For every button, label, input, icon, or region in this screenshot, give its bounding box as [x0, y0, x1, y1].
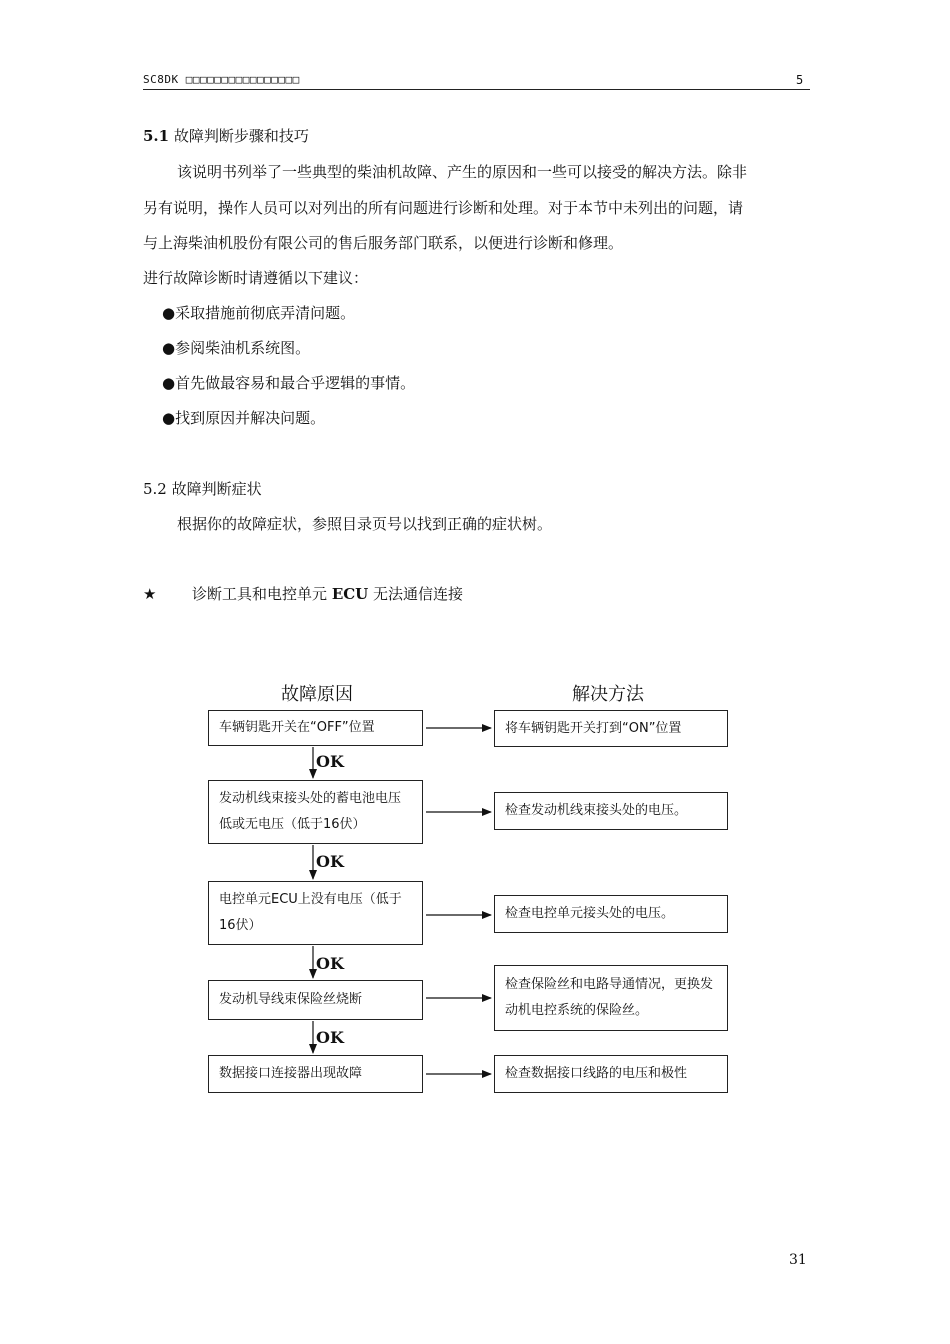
cause-box: 发动机线束接头处的蓄电池电压低或无电压（低于16伏）: [208, 780, 423, 844]
symptom-heading-post: 无法通信连接: [373, 585, 464, 603]
section-5-1-number: 5.1: [143, 127, 170, 145]
section-5-2-heading: 5.2 故障判断症状: [143, 480, 262, 498]
solution-box: 检查发动机线束接头处的电压。: [494, 792, 728, 830]
cause-box: 发动机导线束保险丝烧断: [208, 980, 423, 1020]
solution-column-title: 解决方法: [572, 684, 644, 705]
star-icon: ★: [143, 585, 157, 603]
section-5-2-paragraph: 根据你的故障症状，参照目录页号以找到正确的症状树。: [177, 515, 553, 533]
cause-box: 电控单元ECU上没有电压（低于16伏）: [208, 881, 423, 945]
bullet-item: ●参阅柴油机系统图。: [162, 339, 311, 357]
running-header-title: SC8DK □□□□□□□□□□□□□□□□: [143, 73, 300, 86]
cause-box: 车辆钥匙开关在“OFF”位置: [208, 710, 423, 746]
ok-label: OK: [316, 752, 344, 771]
symptom-heading-ecu: ECU: [331, 585, 369, 603]
page-number: 31: [789, 1252, 807, 1268]
bullet-item: ●首先做最容易和最合乎逻辑的事情。: [162, 374, 416, 392]
running-header-chapter: 5: [796, 73, 804, 87]
symptom-heading-pre: 诊断工具和电控单元: [192, 585, 328, 603]
paragraph-line: 该说明书列举了一些典型的柴油机故障、产生的原因和一些可以接受的解决方法。除非: [177, 163, 748, 181]
solution-box: 检查保险丝和电路导通情况，更换发动机电控系统的保险丝。: [494, 965, 728, 1031]
ok-label: OK: [316, 1028, 344, 1047]
intro-line: 进行故障诊断时请遵循以下建议：: [143, 269, 369, 287]
cause-column-title: 故障原因: [281, 684, 353, 705]
bullet-item: ●找到原因并解决问题。: [162, 409, 326, 427]
bullet-item: ●采取措施前彻底弄清问题。: [162, 304, 356, 322]
cause-box: 数据接口连接器出现故障: [208, 1055, 423, 1093]
ok-label: OK: [316, 954, 344, 973]
ok-label: OK: [316, 852, 344, 871]
paragraph-line: 另有说明，操作人员可以对列出的所有问题进行诊断和处理。对于本节中未列出的问题，请: [143, 199, 744, 217]
paragraph-line: 与上海柴油机股份有限公司的售后服务部门联系，以便进行诊断和修理。: [143, 234, 624, 252]
section-5-1-title: 故障判断步骤和技巧: [173, 127, 309, 145]
solution-box: 检查电控单元接头处的电压。: [494, 895, 728, 933]
solution-box: 将车辆钥匙开关打到“ON”位置: [494, 710, 728, 747]
solution-box: 检查数据接口线路的电压和极性: [494, 1055, 728, 1093]
